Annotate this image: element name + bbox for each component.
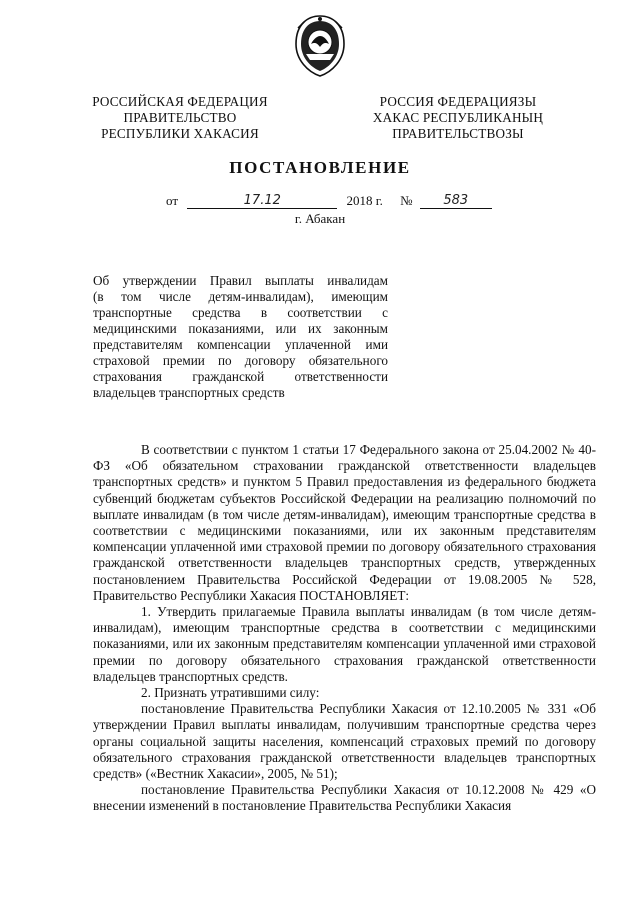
subject-line: представителям компенсации уплаченной ими	[93, 337, 388, 352]
date-prefix: от	[166, 193, 179, 208]
subject-line: страхования гражданской ответственности	[93, 369, 388, 384]
number-prefix: №	[400, 193, 413, 208]
city-label: г. Абакан	[294, 211, 346, 226]
body-paragraph: постановление Правительства Республики Хакасия от 10.12.2008 № 429 «О внесении изменений в постановление Правительства Республики Хакасия	[93, 782, 596, 814]
header-right-line-3: ПРАВИТЕЛЬСТВОЗЫ	[392, 126, 524, 141]
date-field: 17.12	[187, 193, 337, 209]
year-label: 2018 г.	[346, 193, 383, 208]
header-right	[360, 94, 556, 142]
date-number-row	[166, 193, 492, 209]
subject-line: транспортные средства в соответствии с	[93, 305, 388, 320]
header-left-line-1: РОССИЙСКАЯ ФЕДЕРАЦИЯ	[92, 94, 268, 109]
body-paragraph: 2. Признать утратившими силу:	[141, 685, 320, 701]
subject-line: (в том числе детям-инвалидам), имеющим	[93, 289, 388, 304]
subject-block	[93, 273, 388, 401]
coat-of-arms-icon	[292, 14, 348, 78]
subject-line: Об утверждении Правил выплаты инвалидам	[93, 273, 388, 288]
body-paragraph: 1. Утвердить прилагаемые Правила выплаты инвалидам (в том числе детям-инвалидам), имеющим транспортные средства в соответствии с медицинскими показаниями, или их законным представителям компенсации уплаченной ими страховой премии по договору обязательного страхования гражданской ответственности владельцев транспортных средств.	[93, 604, 596, 684]
header-left	[82, 94, 278, 142]
body-paragraph: постановление Правительства Республики Хакасия от 12.10.2005 № 331 «Об утверждении Правил выплаты инвалидам, получившим транспортные средства через органы социальной защиты населения, компенсаций страховых премий по договору обязательного страхования гражданской ответственности владельцев транспортных средств» («Вестник Хакасии», 2005, № 51);	[93, 701, 596, 782]
document-title: ПОСТАНОВЛЕНИЕ	[229, 158, 411, 177]
header-left-line-3: РЕСПУБЛИКИ ХАКАСИЯ	[101, 126, 259, 141]
number-field: 583	[420, 193, 492, 209]
header-right-line-1: РОССИЯ ФЕДЕРАЦИЯЗЫ	[379, 94, 537, 109]
header-left-line-2: ПРАВИТЕЛЬСТВО	[123, 110, 237, 125]
document-body	[93, 442, 596, 815]
header-right-line-2: ХАКАС РЕСПУБЛИКАНЫҢ	[372, 110, 544, 125]
subject-line: страховой премии по договору обязательного	[93, 353, 388, 368]
body-paragraph: В соответствии с пунктом 1 статьи 17 Федерального закона от 25.04.2002 № 40-ФЗ «Об обязательном страховании гражданской ответственности владельцев транспортных средств» и пунктом 5 Правил предоставления из федерального бюджета субвенций бюджетам субъектов Российской Федерации на реализацию полномочий по выплате инвалидам (в том числе детям-инвалидам), имеющим транспортные средства в соответствии с медицинскими показаниями, или их законным представителям компенсации уплаченной ими страховой премии по договору обязательного страхования гражданской ответственности владельцев транспортных средств, утвержденных постановлением Правительства Российской Федерации от 19.08.2005 № 528, Правительство Республики Хакасия ПОСТАНОВЛЯЕТ:	[93, 442, 596, 603]
subject-line: медицинскими показаниями, или их законным	[93, 321, 388, 336]
subject-line: владельцев транспортных средств	[93, 385, 285, 400]
